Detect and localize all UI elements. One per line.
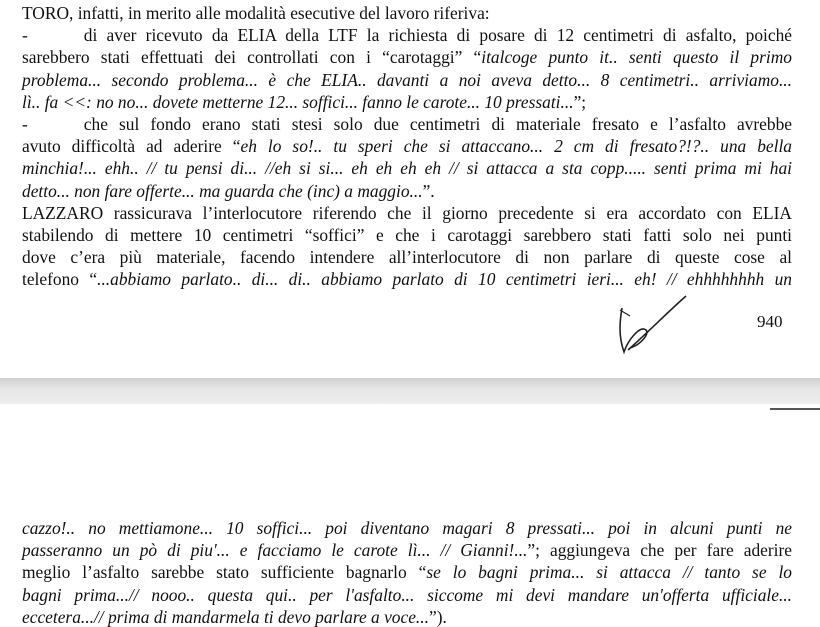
quoted-text: eh lo so!.. tu speri che si attaccano... 2 cm di fresato?!?.. una bella [240,136,792,157]
text-line [22,158,792,178]
text-line [22,3,792,23]
text-line [22,607,792,627]
page-number: 940 [757,312,783,331]
text-line [22,225,792,245]
text-line [22,247,792,267]
text-line [22,92,792,112]
quoted-text: cazzo!.. no mettiamone... 10 soffici... poi diventano magari 8 pressati... poi in alcuni punti ne [22,518,792,538]
quoted-text: lì.. fa <<: no no... dovete metterne 12... soffici... fanno le carote... 10 pressati... [22,91,574,112]
quoted-text: bagni prima...// nooo.. questa qui.. per l'asfalto... siccome mi devi mandare un'offerta ufficiale... [22,584,792,605]
quoted-text: passeranno un pò di piu'... e facciamo le carote lì... // Gianni!... [22,540,528,561]
quoted-text: problema... secondo problema... è che ELIA.. davanti a noi aveva detto... 8 centimetri.. arriviamo... [22,69,792,90]
text-line [22,585,792,605]
text-line [22,25,792,45]
text-segment: stabilendo di mettere 10 centimetri “soffici” e che i carotaggi sarebbero stati fatti solo nei punti [22,225,792,245]
quoted-text: italcoge punto it.. senti questo il primo [481,47,792,68]
page-edge-line [770,408,820,410]
text-segment: sarebbero stati effettuati dei controllati con i “carotaggi” “ [22,47,482,68]
text-segment: avuto difficoltà ad aderire “ [22,136,241,157]
text-line [22,269,792,289]
text-line [22,562,792,582]
text-segment: - [22,114,28,134]
quoted-text: minchia!... ehh.. // tu pensi di... //eh si si... eh eh eh eh // si attacca a sta copp..... senti prima mi hai [22,158,792,179]
text-segment: TORO, infatti, in merito alle modalità esecutive del lavoro riferiva: [22,3,490,23]
handwritten-signature [600,290,700,360]
text-segment: ”. [422,180,435,201]
text-line [22,540,792,560]
text-segment: dove c’era più materiale, facendo intendere all’interlocutore di non parlare di queste cose al [22,247,792,268]
text-line [22,203,792,223]
text-line [22,181,792,201]
text-segment: telefono “ [22,269,98,290]
text-segment: meglio l’asfalto sarebbe stato sufficiente bagnarlo “ [22,562,427,583]
text-line [22,136,792,156]
quoted-text: se lo bagni prima... si attacca // tanto se lo [426,562,792,583]
text-line [22,70,792,90]
page-separator [0,378,820,404]
text-segment: che sul fondo erano stati stesi solo due centimetri di materiale fresato e l’asfalto avrebbe [83,114,792,134]
text-segment: ”). [428,606,447,627]
quoted-text: detto... non fare offerte... ma guarda che (inc) a maggio... [22,180,423,201]
text-line [22,47,792,67]
quoted-text: ...abbiamo parlato.. di... di.. abbiamo parlato di 10 centimetri ieri... eh! // ehhhhhhhh un [97,269,792,290]
text-segment: LAZZARO rassicurava l’interlocutore riferendo che il giorno precedente si era accordato con ELIA [22,202,792,223]
text-segment: - [22,25,28,46]
text-segment: ”; aggiungeva che per fare aderire [527,540,792,561]
text-line [22,114,792,134]
text-segment: di aver ricevuto da ELIA della LTF la richiesta di posare di 12 centimetri di asfalto, poiché [83,25,792,46]
text-segment: ”; [573,91,587,112]
quoted-text: eccetera...// prima di mandarmela ti devo parlare a voce... [22,606,429,627]
text-line [22,518,792,538]
